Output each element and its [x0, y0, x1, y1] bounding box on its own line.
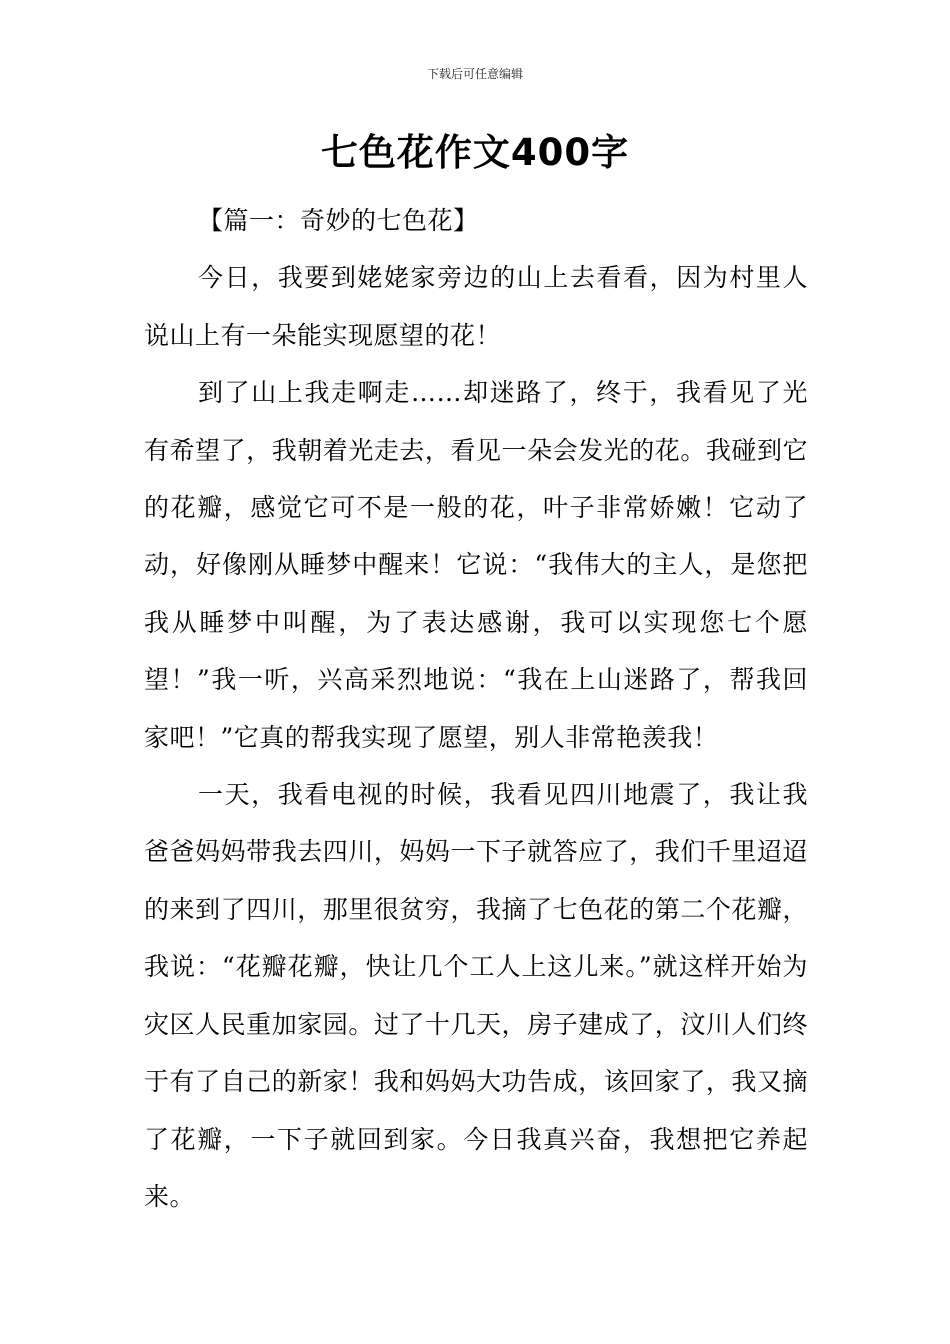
paragraph-1: 今日，我要到姥姥家旁边的山上去看看，因为村里人说山上有一朵能实现愿望的花！	[144, 263, 808, 350]
header-note: 下载后可任意编辑	[426, 67, 523, 81]
paragraph-3: 一天，我看电视的时候，我看见四川地震了，我让我爸爸妈妈带我去四川，妈妈一下子就答应了，我们千里迢迢的来到了四川，那里很贫穷，我摘了七色花的第二个花瓣，我说：“花瓣花瓣，快让几个工人上这儿来。”就这样开始为灾区人民重加家园。过了十几天，房子建成了，汶川人们终于有了自己的新家！我和妈妈大功告成，该回家了，我又摘了花瓣，一下子就回到家。今日我真兴奋，我想把它养起来。	[144, 780, 808, 1211]
section-heading: 【篇一：奇妙的七色花】	[198, 206, 479, 235]
document-title: 七色花作文400字	[320, 131, 630, 174]
paragraph-2: 到了山上我走啊走……却迷路了，终于，我看见了光有希望了，我朝着光走去，看见一朵会发光的花。我碰到它的花瓣，感觉它可不是一般的花，叶子非常娇嫩！它动了动，好像刚从睡梦中醒来！它说：“我伟大的主人，是您把我从睡梦中叫醒，为了表达感谢，我可以实现您七个愿望！”我一听，兴高采烈地说：“我在上山迷路了，帮我回家吧！”它真的帮我实现了愿望，别人非常艳羡我！	[144, 378, 808, 752]
document-body	[144, 192, 808, 1225]
